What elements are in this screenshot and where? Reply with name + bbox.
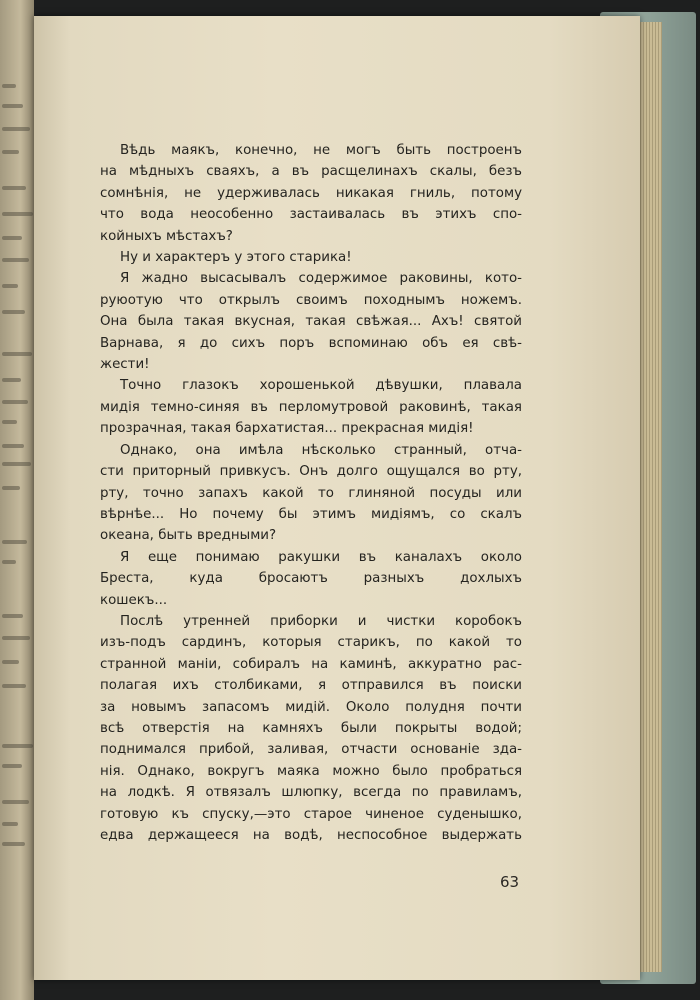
- facing-page-text-fragment: [2, 400, 28, 404]
- book-page: [34, 16, 640, 980]
- text-line: нія. Однако, вокругъ маяка можно было пробраться: [100, 763, 522, 779]
- facing-page-text-fragment: [2, 764, 22, 768]
- text-line: готовую къ спуску,—это старое чиненое суденышко,: [100, 806, 522, 822]
- facing-page-text-fragment: [2, 84, 16, 88]
- text-line: Я жадно высасывалъ содержимое раковины, кото-: [120, 271, 522, 287]
- facing-page-text-fragment: [2, 378, 21, 382]
- facing-page-text-fragment: [2, 310, 25, 314]
- text-line: рту, точно запахъ какой то глиняной посуды или: [100, 485, 522, 501]
- text-line: Точно глазокъ хорошенькой дѣвушки, плавала: [120, 378, 522, 394]
- text-line: Ну и характеръ у этого старика!: [120, 250, 352, 266]
- text-line: вѣрнѣе... Но почему бы этимъ мидіямъ, со скалъ: [100, 506, 522, 522]
- facing-page-text-fragment: [2, 212, 33, 216]
- facing-page-text-fragment: [2, 822, 18, 826]
- facing-page-text-fragment: [2, 420, 17, 424]
- text-line: Я еще понимаю ракушки въ каналахъ около: [120, 549, 522, 565]
- text-line: странной маніи, собиралъ на каминѣ, аккуратно рас-: [100, 656, 522, 672]
- text-line: койныхъ мѣстахъ?: [100, 228, 233, 244]
- text-line: Бреста, куда бросаютъ разныхъ дохлыхъ: [100, 571, 522, 587]
- facing-page-text-fragment: [2, 636, 30, 640]
- text-line: кошекъ...: [100, 592, 168, 608]
- text-line: океана, быть вредными?: [100, 528, 277, 544]
- facing-page-text-fragment: [2, 486, 20, 490]
- text-line: поднимался прибой, заливая, отчасти основаніе зда-: [100, 742, 522, 758]
- text-line: жести!: [100, 357, 150, 373]
- facing-page-text-fragment: [2, 684, 26, 688]
- page-text: [100, 140, 522, 846]
- text-line: мидія темно-синяя въ перломутровой раковинѣ, такая: [100, 399, 522, 415]
- text-line: что вода неособенно застаивалась въ этихъ спо-: [100, 207, 522, 223]
- text-line: изъ-подъ сардинъ, которыя старикъ, по какой то: [100, 635, 522, 651]
- text-line: прозрачная, такая бархатистая... прекрасная мидія!: [100, 421, 474, 437]
- text-line: на лодкѣ. Я отвязалъ шлюпку, всегда по правиламъ,: [100, 785, 522, 801]
- facing-page-text-fragment: [2, 258, 29, 262]
- text-line: Послѣ утренней приборки и чистки коробокъ: [120, 613, 522, 629]
- facing-page-text-fragment: [2, 842, 25, 846]
- text-line: за новымъ запасомъ мидій. Около полудня почти: [100, 699, 522, 715]
- text-line: Однако, она имѣла нѣсколько странный, отча-: [120, 442, 522, 458]
- text-line: Варнава, я до сихъ поръ вспоминаю объ ея свѣ-: [100, 335, 522, 351]
- text-line: сти приторный привкусъ. Онъ долго ощущался во рту,: [100, 464, 522, 480]
- facing-page-text-fragment: [2, 660, 19, 664]
- text-line: едва держащееся на водѣ, неспособное выдержать: [100, 828, 522, 843]
- text-line: сомнѣнія, не удерживалась никакая гниль, потому: [100, 185, 522, 201]
- text-line: Вѣдь маякъ, конечно, не могъ быть построенъ: [120, 143, 522, 158]
- facing-page-text-fragment: [2, 614, 23, 618]
- facing-page-text-fragment: [2, 800, 29, 804]
- facing-page-text-fragment: [2, 744, 33, 748]
- text-line: на мѣдныхъ сваяхъ, а въ расщелинахъ скалы, безъ: [100, 164, 522, 180]
- text-line: полагая ихъ столбиками, я отправился въ поиски: [100, 678, 522, 694]
- left-page-edge: [0, 0, 34, 1000]
- facing-page-text-fragment: [2, 284, 18, 288]
- facing-page-text-fragment: [2, 560, 16, 564]
- facing-page-text-fragment: [2, 186, 26, 190]
- text-line: руюотую что открылъ своимъ походнымъ ножемъ.: [100, 292, 522, 308]
- facing-page-text-fragment: [2, 540, 27, 544]
- text-line: всѣ отверстія на камняхъ были покрыты водой;: [100, 720, 522, 736]
- facing-page-text-fragment: [2, 236, 22, 240]
- facing-page-text-fragment: [2, 104, 23, 108]
- facing-page-text-fragment: [2, 444, 24, 448]
- facing-page-text-fragment: [2, 150, 19, 154]
- facing-page-text-fragment: [2, 127, 30, 131]
- facing-page-text-fragment: [2, 352, 32, 356]
- text-line: Она была такая вкусная, такая свѣжая... Ахъ! святой: [100, 314, 522, 330]
- page-number: 63: [500, 873, 520, 891]
- facing-page-text-fragment: [2, 462, 31, 466]
